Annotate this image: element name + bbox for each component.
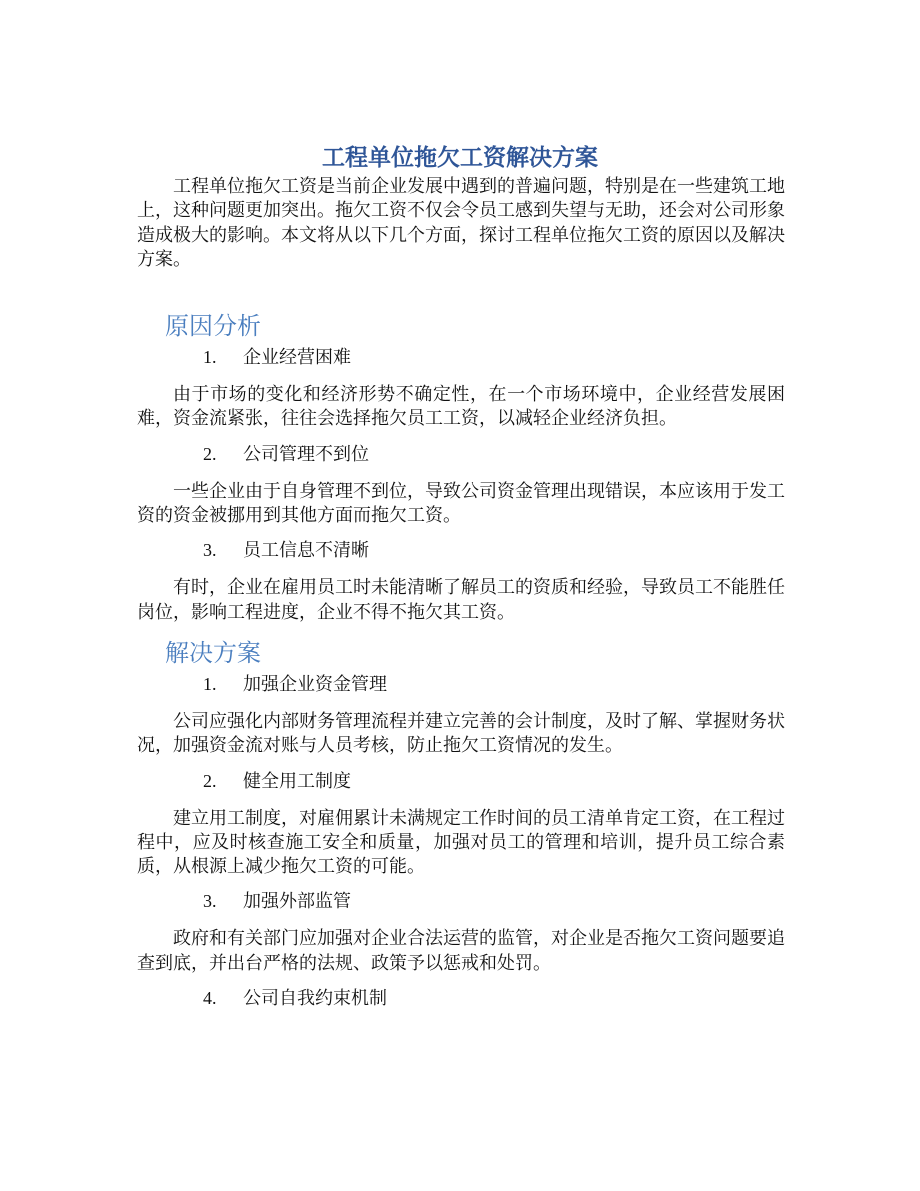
section-heading-solutions: 解决方案 — [165, 640, 261, 667]
list-item — [203, 672, 920, 696]
paragraph: 公司应强化内部财务管理流程并建立完善的会计制度，及时了解、掌握财务状况，加强资金流对账与人员考核，防止拖欠工资情况的发生。 — [137, 710, 785, 756]
list-number: 1. — [203, 673, 217, 694]
list-label: 加强外部监管 — [243, 891, 351, 912]
list-number: 3. — [203, 891, 217, 912]
paragraph: 有时，企业在雇用员工时未能清晰了解员工的资质和经验，导致员工不能胜任岗位，影响工程进度，企业不得不拖欠其工资。 — [137, 577, 785, 622]
list-label: 企业经营困难 — [243, 347, 351, 368]
section-heading-causes: 原因分析 — [165, 314, 261, 341]
list-item — [203, 889, 920, 913]
list-number: 2. — [203, 770, 217, 791]
document-title: 工程单位拖欠工资解决方案 — [322, 145, 598, 170]
list-item — [203, 769, 920, 793]
list-number: 3. — [203, 540, 217, 561]
intro-paragraph: 工程单位拖欠工资是当前企业发展中遇到的普遍问题，特别是在一些建筑工地上，这种问题更加突出。拖欠工资不仅会令员工感到失望与无助，还会对公司形象造成极大的影响。本文将从以下几个方面，探讨工程单位拖欠工资的原因以及解决方案。 — [137, 176, 785, 269]
list-label: 健全用工制度 — [243, 770, 351, 791]
list-label: 公司自我约束机制 — [243, 988, 387, 1009]
paragraph: 由于市场的变化和经济形势不确定性，在一个市场环境中，企业经营发展困难，资金流紧张，往往会选择拖欠员工工资，以减轻企业经济负担。 — [137, 384, 785, 429]
list-item — [203, 986, 920, 1010]
paragraph: 建立用工制度，对雇佣累计未满规定工作时间的员工清单肯定工资，在工程过程中，应及时核查施工安全和质量，加强对员工的管理和培训，提升员工综合素质，从根源上减少拖欠工资的可能。 — [137, 807, 785, 877]
list-number: 4. — [203, 988, 217, 1009]
list-number: 1. — [203, 347, 217, 368]
list-item — [203, 345, 920, 369]
list-label: 加强企业资金管理 — [243, 673, 387, 694]
paragraph: 政府和有关部门应加强对企业合法运营的监管，对企业是否拖欠工资问题要追查到底，并出台严格的法规、政策予以惩戒和处罚。 — [137, 928, 785, 973]
list-item — [203, 538, 920, 562]
list-label: 员工信息不清晰 — [243, 540, 369, 561]
list-item — [203, 442, 920, 466]
list-number: 2. — [203, 443, 217, 464]
list-label: 公司管理不到位 — [243, 443, 369, 464]
paragraph: 一些企业由于自身管理不到位，导致公司资金管理出现错误，本应该用于发工资的资金被挪用到其他方面而拖欠工资。 — [137, 480, 785, 526]
